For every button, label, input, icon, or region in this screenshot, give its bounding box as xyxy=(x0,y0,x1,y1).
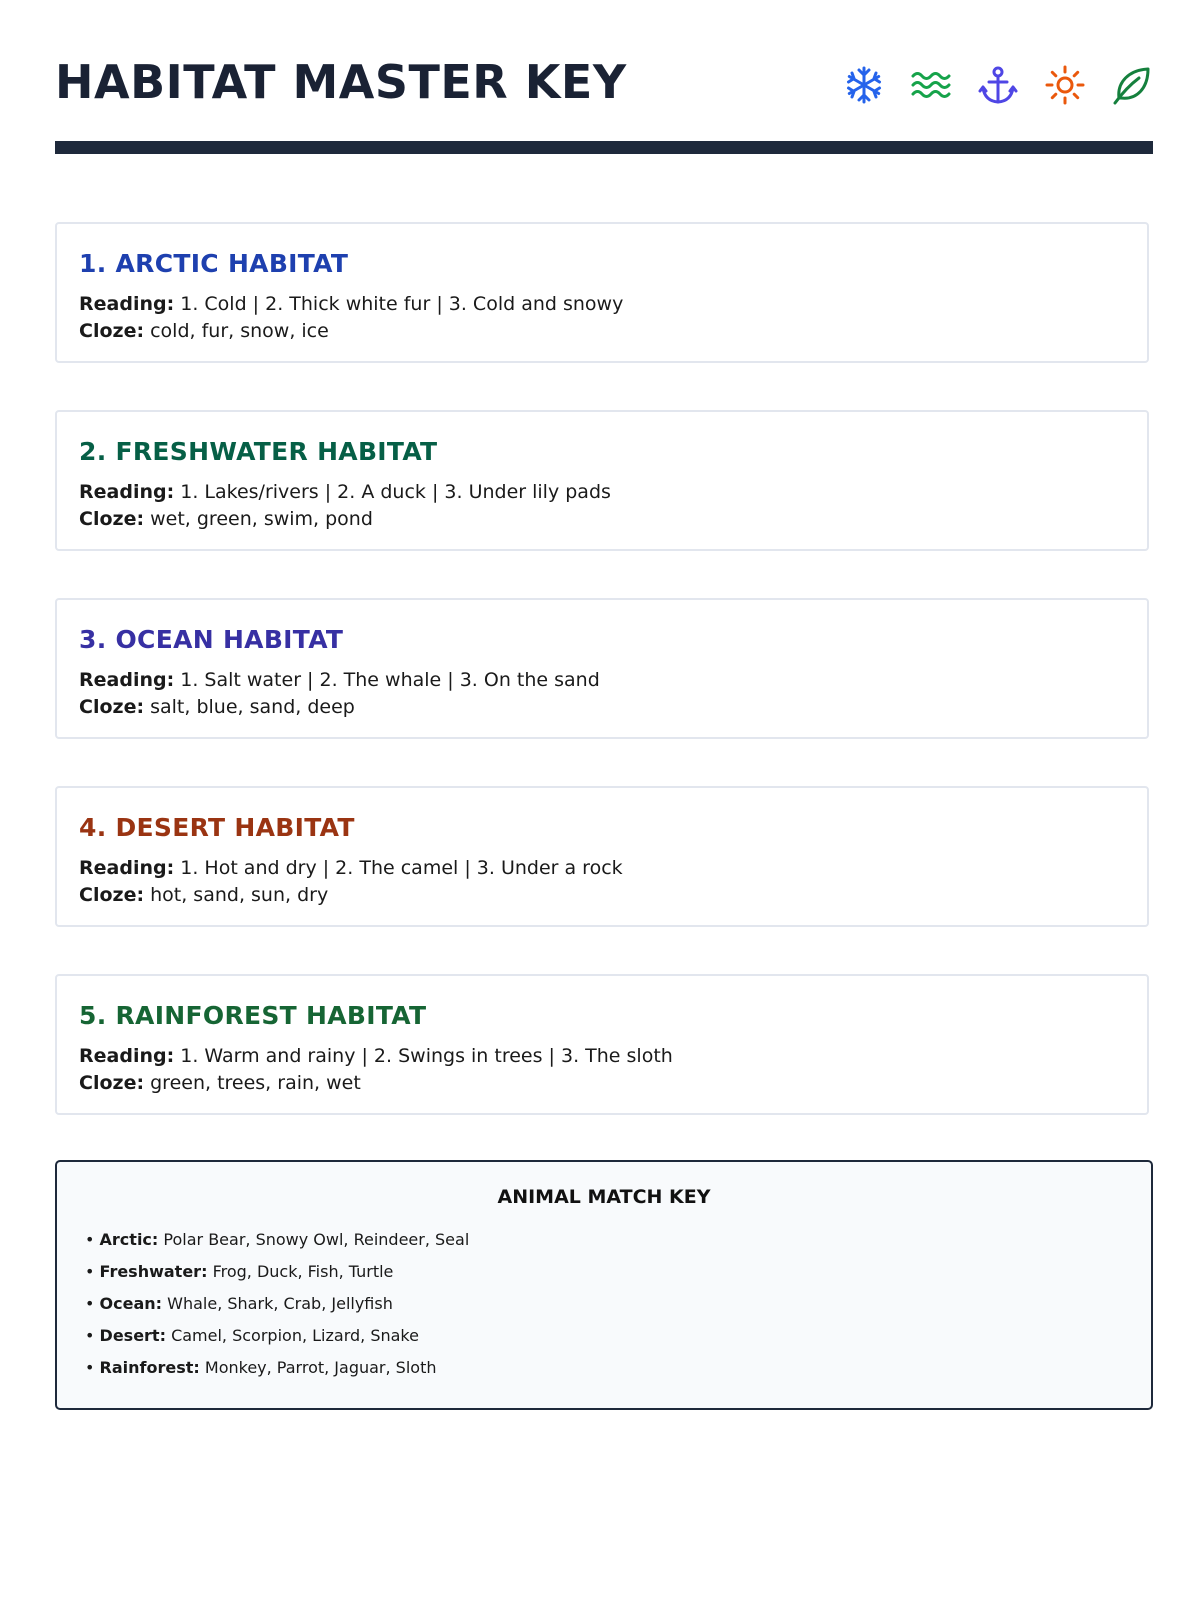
habitat-title: 4. DESERT HABITAT xyxy=(79,813,355,842)
habitat-card-arctic xyxy=(55,222,1149,363)
reading-text: 1. Lakes/rivers | 2. A duck | 3. Under lily pads xyxy=(180,481,611,503)
habitat-title: 5. RAINFOREST HABITAT xyxy=(79,1001,427,1030)
cloze-answers xyxy=(79,506,373,532)
cloze-answers xyxy=(79,694,355,720)
cloze-answers xyxy=(79,318,329,344)
habitat-icons xyxy=(843,64,1153,106)
habitat-label: Freshwater: xyxy=(99,1262,208,1281)
sun-icon xyxy=(1044,64,1086,106)
reading-answers xyxy=(79,479,611,505)
reading-answers xyxy=(79,855,623,881)
reading-text: 1. Hot and dry | 2. The camel | 3. Under a rock xyxy=(180,857,623,879)
habitat-card-rainforest xyxy=(55,974,1149,1115)
cloze-text: green, trees, rain, wet xyxy=(150,1072,361,1094)
anchor-icon xyxy=(977,64,1019,106)
reading-text: 1. Salt water | 2. The whale | 3. On the sand xyxy=(180,669,600,691)
habitat-label: Desert: xyxy=(99,1326,166,1345)
page-title: HABITAT MASTER KEY xyxy=(55,55,627,109)
reading-label: Reading: xyxy=(79,857,175,879)
habitat-title: 1. ARCTIC HABITAT xyxy=(79,249,349,278)
list-item: • Desert: Camel, Scorpion, Lizard, Snake xyxy=(85,1326,419,1345)
animal-match-key xyxy=(55,1160,1153,1410)
animal-key-title: ANIMAL MATCH KEY xyxy=(497,1186,711,1208)
list-item: • Freshwater: Frog, Duck, Fish, Turtle xyxy=(85,1262,394,1281)
habitat-card-ocean xyxy=(55,598,1149,739)
cloze-text: wet, green, swim, pond xyxy=(150,508,373,530)
reading-text: 1. Cold | 2. Thick white fur | 3. Cold and snowy xyxy=(180,293,624,315)
habitat-card-desert xyxy=(55,786,1149,927)
page-header xyxy=(55,50,1153,120)
cloze-answers xyxy=(79,1070,361,1096)
reading-answers xyxy=(79,291,623,317)
leaf-icon xyxy=(1111,64,1153,106)
cloze-label: Cloze: xyxy=(79,508,145,530)
habitat-label: Ocean: xyxy=(99,1294,163,1313)
habitat-title: 3. OCEAN HABITAT xyxy=(79,625,344,654)
reading-label: Reading: xyxy=(79,481,175,503)
animal-list: Frog, Duck, Fish, Turtle xyxy=(212,1262,394,1281)
reading-text: 1. Warm and rainy | 2. Swings in trees | 3. The sloth xyxy=(180,1045,673,1067)
reading-label: Reading: xyxy=(79,293,175,315)
list-item: • Rainforest: Monkey, Parrot, Jaguar, Sloth xyxy=(85,1358,437,1377)
habitat-label: Arctic: xyxy=(99,1230,159,1249)
reading-label: Reading: xyxy=(79,669,175,691)
list-item: • Arctic: Polar Bear, Snowy Owl, Reindeer, Seal xyxy=(85,1230,470,1249)
cloze-text: hot, sand, sun, dry xyxy=(150,884,329,906)
cloze-label: Cloze: xyxy=(79,1072,145,1094)
cloze-text: cold, fur, snow, ice xyxy=(150,320,329,342)
reading-label: Reading: xyxy=(79,1045,175,1067)
animal-list: Whale, Shark, Crab, Jellyfish xyxy=(167,1294,393,1313)
habitat-label: Rainforest: xyxy=(99,1358,200,1377)
reading-answers xyxy=(79,667,600,693)
cloze-label: Cloze: xyxy=(79,320,145,342)
reading-answers xyxy=(79,1043,673,1069)
cloze-label: Cloze: xyxy=(79,884,145,906)
animal-list: Polar Bear, Snowy Owl, Reindeer, Seal xyxy=(163,1230,470,1249)
cloze-text: salt, blue, sand, deep xyxy=(150,696,355,718)
animal-list: Monkey, Parrot, Jaguar, Sloth xyxy=(204,1358,437,1377)
animal-list: Camel, Scorpion, Lizard, Snake xyxy=(171,1326,419,1345)
header-divider xyxy=(55,141,1153,154)
animal-key-list xyxy=(85,1224,469,1384)
snowflake-icon xyxy=(843,64,885,106)
habitat-card-freshwater xyxy=(55,410,1149,551)
cloze-answers xyxy=(79,882,328,908)
cloze-label: Cloze: xyxy=(79,696,145,718)
waves-icon xyxy=(910,64,952,106)
list-item: • Ocean: Whale, Shark, Crab, Jellyfish xyxy=(85,1294,393,1313)
habitat-title: 2. FRESHWATER HABITAT xyxy=(79,437,438,466)
